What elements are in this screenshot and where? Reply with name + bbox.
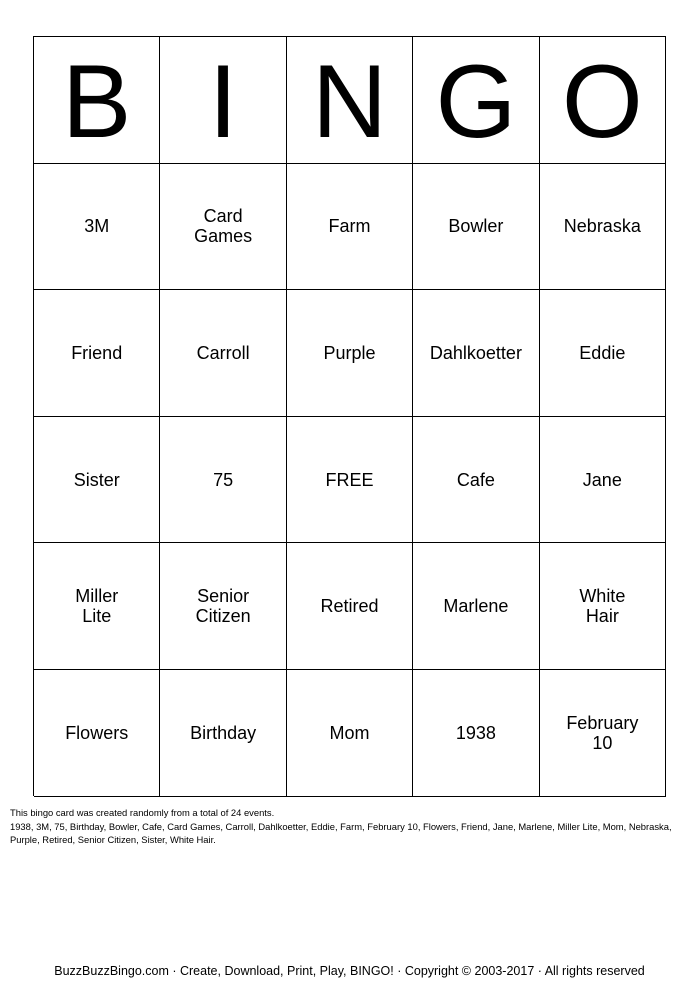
bingo-row xyxy=(34,543,666,670)
header-letter-n: N xyxy=(287,37,413,164)
bingo-square: Marlene xyxy=(413,543,539,670)
bingo-square: Farm xyxy=(287,164,413,291)
bingo-square: Mom xyxy=(287,670,413,797)
bingo-square: Jane xyxy=(540,417,666,544)
bingo-square: Card Games xyxy=(160,164,286,291)
bingo-square: White Hair xyxy=(540,543,666,670)
bingo-square: Eddie xyxy=(540,290,666,417)
bingo-square: Nebraska xyxy=(540,164,666,291)
bingo-square: Retired xyxy=(287,543,413,670)
bingo-square: 3M xyxy=(34,164,160,291)
bingo-square: Bowler xyxy=(413,164,539,291)
header-letter-o: O xyxy=(540,37,666,164)
bingo-square: Dahlkoetter xyxy=(413,290,539,417)
header-letter-b: B xyxy=(34,37,160,164)
bingo-row xyxy=(34,164,666,291)
bingo-square: Carroll xyxy=(160,290,286,417)
bingo-card xyxy=(33,36,666,796)
bingo-square: February 10 xyxy=(540,670,666,797)
bingo-square: Flowers xyxy=(34,670,160,797)
bingo-square: Birthday xyxy=(160,670,286,797)
note-event-list: 1938, 3M, 75, Birthday, Bowler, Cafe, Card Games, Carroll, Dahlkoetter, Eddie, Farm, February 10, Flowers, Friend, Jane, Marlene, Miller Lite, Mom, Nebraska, Purple, Retired, Senior Citizen, Sister, White Hair. xyxy=(10,820,672,845)
card-note xyxy=(10,806,690,847)
bingo-row xyxy=(34,417,666,544)
bingo-square: Purple xyxy=(287,290,413,417)
bingo-square: 75 xyxy=(160,417,286,544)
bingo-row xyxy=(34,290,666,417)
header-letter-g: G xyxy=(413,37,539,164)
bingo-square: 1938 xyxy=(413,670,539,797)
bingo-row xyxy=(34,670,666,797)
free-square: FREE xyxy=(287,417,413,544)
header-letter-i: I xyxy=(160,37,286,164)
note-summary: This bingo card was created randomly from a total of 24 events. xyxy=(10,807,275,818)
bingo-square: Sister xyxy=(34,417,160,544)
bingo-square: Miller Lite xyxy=(34,543,160,670)
footer-copyright: BuzzBuzzBingo.com · Create, Download, Print, Play, BINGO! · Copyright © 2003-2017 · All rights reserved xyxy=(54,964,645,978)
bingo-square: Senior Citizen xyxy=(160,543,286,670)
bingo-square: Friend xyxy=(34,290,160,417)
bingo-square: Cafe xyxy=(413,417,539,544)
header-row xyxy=(34,37,666,164)
